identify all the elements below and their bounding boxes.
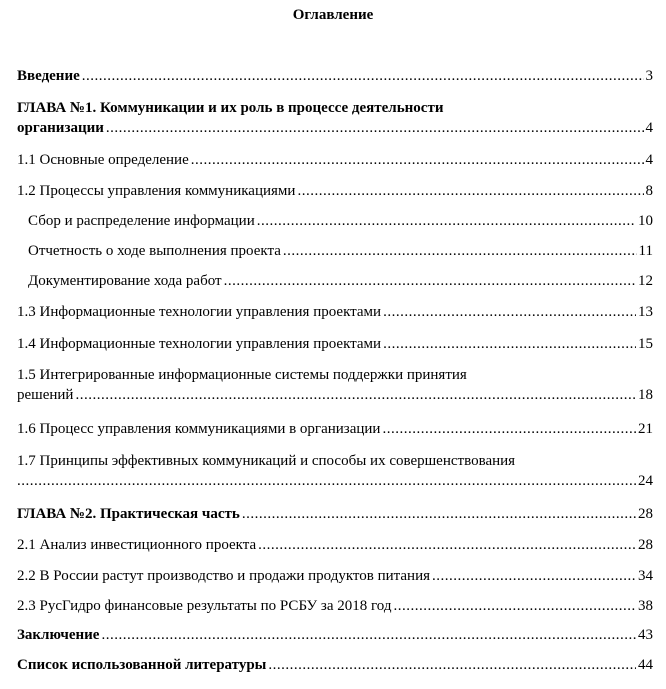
dot-leader xyxy=(101,625,636,645)
dot-leader xyxy=(258,535,636,555)
toc-page-number: 4 xyxy=(645,120,653,136)
toc-page-number: 24 xyxy=(638,473,653,489)
dot-leader xyxy=(191,150,644,170)
toc-entry-2-1[interactable] xyxy=(17,535,653,555)
toc-page-number: 10 xyxy=(638,213,653,229)
toc-page-number: 44 xyxy=(638,657,653,673)
toc-entry-label-line2: организации xyxy=(17,120,104,136)
toc-page-number: 4 xyxy=(645,152,653,168)
dot-leader xyxy=(382,419,636,439)
toc-entry-references[interactable] xyxy=(17,655,653,675)
toc-entry-2-2[interactable] xyxy=(17,566,653,586)
dot-leader xyxy=(17,471,636,491)
toc-entry-label: 1.6 Процесс управления коммуникациями в организации xyxy=(17,421,381,437)
dot-leader xyxy=(297,181,643,201)
toc-entry-label: Сбор и распределение информации xyxy=(28,213,255,229)
toc-page-number: 28 xyxy=(638,537,653,553)
dot-leader xyxy=(283,241,637,261)
toc-entry-1-7[interactable] xyxy=(17,451,653,491)
toc-entry-1-3[interactable] xyxy=(17,302,653,322)
dot-leader xyxy=(82,66,644,86)
toc-entry-label-line1: ГЛАВА №1. Коммуникации и их роль в процессе деятельности xyxy=(17,100,444,116)
dot-leader xyxy=(257,211,636,231)
toc-entry-label: Документирование хода работ xyxy=(28,273,222,289)
toc-subentry-work-documentation[interactable] xyxy=(28,271,653,291)
toc-page-number: 18 xyxy=(638,387,653,403)
toc-page-number: 21 xyxy=(638,421,653,437)
toc-entry-label: 2.2 В России растут производство и продажи продуктов питания xyxy=(17,568,431,584)
toc-page-number: 43 xyxy=(638,627,653,643)
toc-page-number: 13 xyxy=(638,304,653,320)
toc-page-number: 34 xyxy=(638,568,653,584)
toc-entry-2-3[interactable] xyxy=(17,596,653,616)
toc-subentry-info-collection[interactable] xyxy=(28,211,653,231)
toc-title: Оглавление xyxy=(292,7,374,23)
dot-leader xyxy=(432,566,636,586)
toc-entry-1-6[interactable] xyxy=(17,419,653,439)
toc-entry-label: ГЛАВА №2. Практическая часть xyxy=(17,506,240,522)
toc-entry-label: 1.2 Процессы управления коммуникациями xyxy=(17,183,296,199)
toc-entry-1-5[interactable] xyxy=(17,365,653,405)
toc-page-number: 12 xyxy=(638,273,653,289)
toc-entry-introduction[interactable] xyxy=(17,66,653,86)
toc-entry-label: 1.4 Информационные технологии управления проектами xyxy=(17,336,382,352)
dot-leader xyxy=(268,655,636,675)
toc-entry-1-4[interactable] xyxy=(17,334,653,354)
toc-entry-label: Заключение xyxy=(17,627,100,643)
dot-leader xyxy=(393,596,636,616)
toc-entry-label: Отчетность о ходе выполнения проекта xyxy=(28,243,281,259)
toc-entry-label: 2.3 РусГидро финансовые результаты по РСБУ за 2018 год xyxy=(17,598,392,614)
toc-entry-chapter-1[interactable] xyxy=(17,98,653,138)
toc-page-number: 3 xyxy=(645,68,653,84)
toc-entry-chapter-2[interactable] xyxy=(17,504,653,524)
toc-page-number: 38 xyxy=(638,598,653,614)
toc-entry-label: Введение xyxy=(17,68,80,84)
toc-page-number: 8 xyxy=(645,183,653,199)
toc-subentry-progress-reporting[interactable] xyxy=(28,241,653,261)
toc-entry-label-line2: решений xyxy=(17,387,74,403)
dot-leader xyxy=(383,302,636,322)
toc-entry-label: 1.3 Информационные технологии управления проектами xyxy=(17,304,382,320)
toc-page-number: 15 xyxy=(638,336,653,352)
dot-leader xyxy=(106,118,644,138)
toc-entry-label: Список использованной литературы xyxy=(17,657,267,673)
dot-leader xyxy=(75,385,636,405)
toc-entry-1-1[interactable] xyxy=(17,150,653,170)
toc-entry-conclusion[interactable] xyxy=(17,625,653,645)
toc-page-number: 11 xyxy=(638,243,653,259)
toc-entry-label-line1: 1.7 Принципы эффективных коммуникаций и способы их совершенствования xyxy=(17,453,516,469)
toc-entry-label: 2.1 Анализ инвестиционного проекта xyxy=(17,537,257,553)
toc-page-number: 28 xyxy=(638,506,653,522)
toc-entry-label-line1: 1.5 Интегрированные информационные системы поддержки принятия xyxy=(17,367,467,383)
toc-entry-1-2[interactable] xyxy=(17,181,653,201)
toc-entry-label: 1.1 Основные определение xyxy=(17,152,189,168)
dot-leader xyxy=(383,334,636,354)
dot-leader xyxy=(242,504,636,524)
dot-leader xyxy=(224,271,636,291)
